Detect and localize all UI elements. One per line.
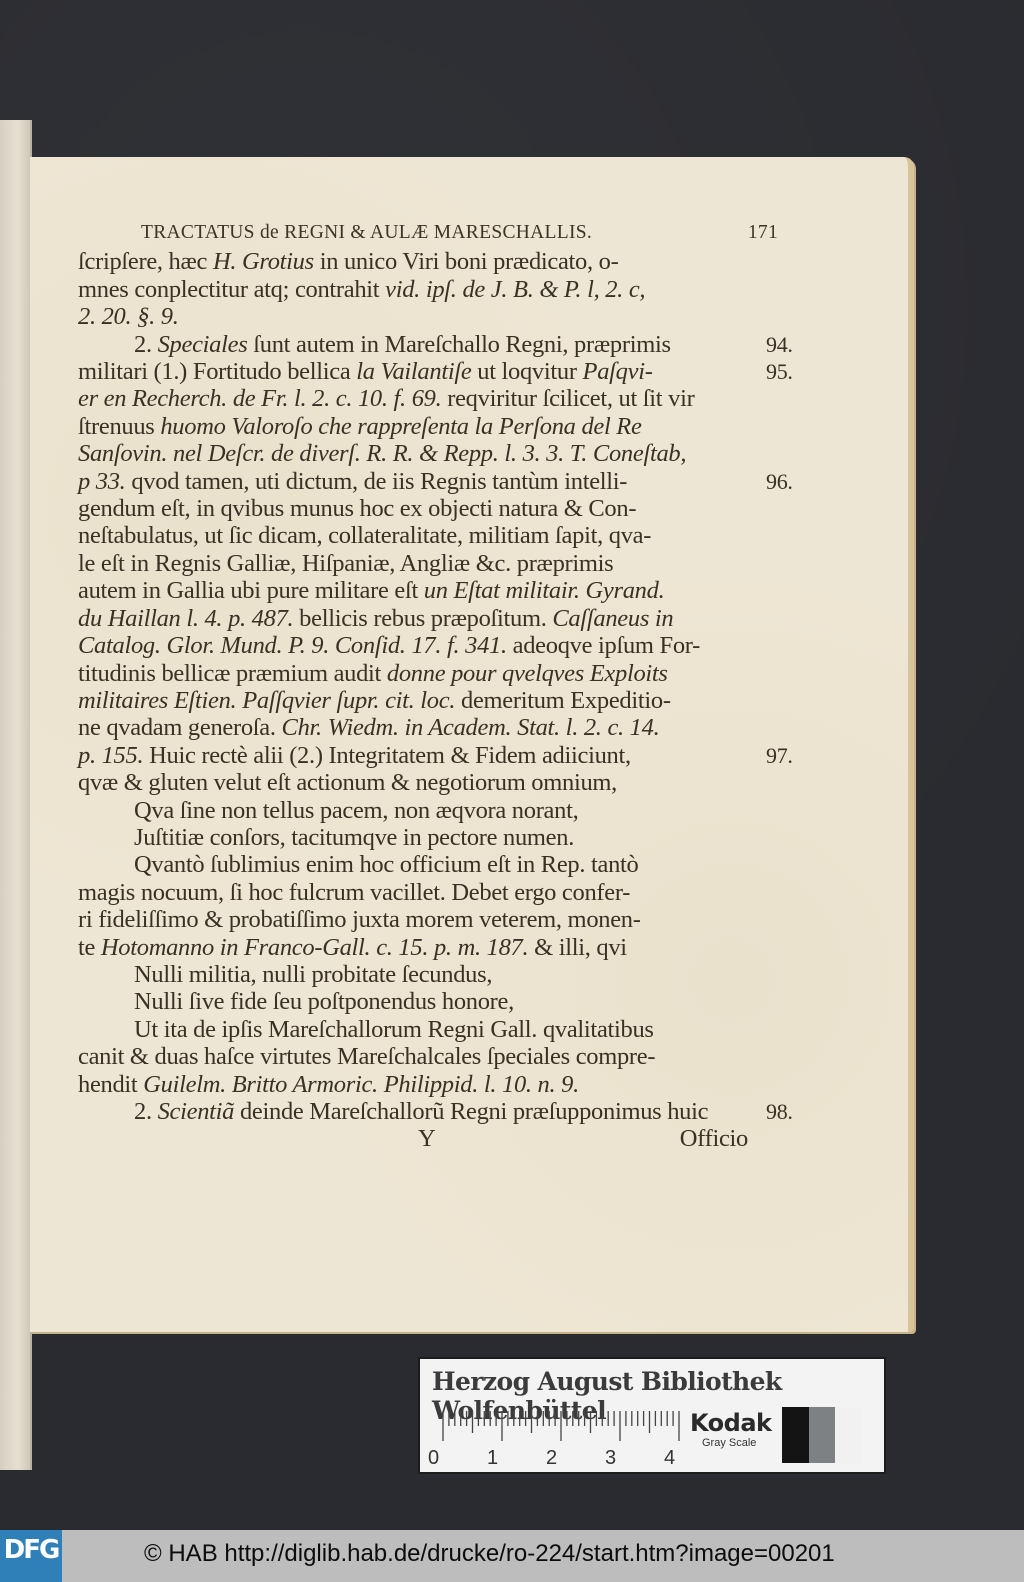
text-line <box>78 906 778 933</box>
page-number: 171 <box>747 222 778 243</box>
citation-italic: Scientiã <box>157 1098 235 1125</box>
text-run: neſtabulatus, ut ſic dicam, collateralitate, militiam ſapit, qva- <box>78 522 652 550</box>
text-run: Qvantò ſublimius enim hoc officium eſt in Rep. tantò <box>134 851 639 879</box>
text-run: Nulli ſive fide ſeu poſtponendus honore, <box>134 988 514 1016</box>
text-run: autem in Gallia ubi pure militare eſt <box>78 577 424 605</box>
text-run: ne qvadam generoſa. <box>78 714 282 742</box>
text-run: reqviritur ſcilicet, ut ſit vir <box>441 385 695 413</box>
page-text <box>78 219 793 1153</box>
text-lines <box>78 248 793 1125</box>
text-line <box>78 851 778 878</box>
text-line <box>78 1016 778 1043</box>
dfg-logo: DFG <box>0 1530 62 1582</box>
text-run: gendum eſt, in qvibus munus hoc ex objecti natura & Con- <box>78 495 637 523</box>
marginal-number: 94. <box>766 331 793 357</box>
citation-italic: Sanſovin. nel Deſcr. de diverſ. R. R. & Repp. l. 3. 3. T. Coneſtab, <box>78 440 687 468</box>
text-line <box>78 741 793 769</box>
gray-swatch <box>809 1407 836 1463</box>
citation-italic: er en Recherch. de Fr. l. 2. c. 10. f. 69. <box>78 385 442 413</box>
copyright-url[interactable]: © HAB http://diglib.hab.de/drucke/ro-224/start.htm?image=00201 <box>144 1540 835 1567</box>
color-reference-card <box>418 1357 886 1474</box>
text-line <box>78 550 778 577</box>
ruler-number: 3 <box>605 1447 617 1469</box>
ruler-number: 0 <box>428 1447 440 1469</box>
text-line <box>78 934 778 961</box>
text-run: qvæ & gluten velut eſt actionum & negotiorum omnium, <box>78 769 617 797</box>
text-line <box>78 495 778 522</box>
text-line <box>78 1071 778 1098</box>
text-run: 2. <box>134 1098 158 1125</box>
gray-swatch <box>835 1407 862 1463</box>
text-line <box>78 440 778 467</box>
ruler-icon <box>442 1411 682 1441</box>
marginal-number: 97. <box>766 742 793 768</box>
text-line <box>78 330 793 358</box>
citation-italic: donne pour qvelqves Exploits <box>386 659 668 687</box>
citation-italic: Speciales <box>157 330 248 358</box>
marginal-number: 96. <box>766 468 793 494</box>
ruler-number: 4 <box>664 1447 676 1469</box>
signature-mark: Y <box>418 1125 436 1153</box>
text-run: magis nocuum, ſi hoc fulcrum vacillet. Debet ergo confer- <box>78 878 631 906</box>
citation-italic: Caſſaneus in <box>552 604 674 632</box>
text-run: qvod tamen, uti dictum, de iis Regnis tantùm intelli- <box>125 467 628 495</box>
text-run: Huic rectè alii (2.) Integritatem & Fidem adiiciunt, <box>143 741 631 769</box>
text-run: te <box>78 933 101 961</box>
text-line <box>78 879 778 906</box>
text-line <box>78 1098 793 1125</box>
text-line <box>78 577 778 604</box>
text-run: hendit <box>78 1070 144 1098</box>
kodak-logo: Kodak <box>690 1409 772 1437</box>
text-line <box>78 961 778 988</box>
citation-italic: du Haillan l. 4. p. 487. <box>78 604 294 632</box>
text-line <box>78 797 778 824</box>
facing-page-edge <box>0 120 32 1470</box>
marginal-number: 98. <box>766 1099 793 1124</box>
text-run: le eſt in Regnis Galliæ, Hiſpaniæ, Angliæ &c. præprimis <box>78 549 614 577</box>
citation-italic: vid. ipſ. de J. B. & P. l, 2. c, <box>385 275 646 303</box>
library-name: Herzog August Bibliothek Wolfenbüttel <box>432 1367 782 1425</box>
text-line <box>78 824 778 851</box>
text-run: & illi, qvi <box>528 933 627 961</box>
citation-italic: H. Grotius <box>212 248 314 276</box>
text-line <box>78 467 793 495</box>
text-line <box>78 276 778 303</box>
citation-italic: la Vailantiſe <box>356 358 472 386</box>
text-line <box>78 605 778 632</box>
gray-scale-swatches <box>782 1407 862 1463</box>
text-run: adeoqve ipſum For- <box>506 632 700 660</box>
text-run: ſcripſere, hæc <box>78 248 213 276</box>
text-line <box>78 769 778 796</box>
citation-italic: Chr. Wiedm. in Academ. Stat. l. 2. c. 14. <box>281 714 660 742</box>
footer-bar <box>0 1530 1024 1582</box>
text-run: mnes conplectitur atq; contrahit <box>78 275 386 303</box>
text-run: ri fideliſſimo & probatiſſimo juxta morem veterem, monen- <box>78 906 641 934</box>
text-line <box>78 303 778 330</box>
running-head-title: TRACTATUS de REGNI & AULÆ MARESCHALLIS. <box>141 222 593 243</box>
text-line <box>78 358 793 386</box>
citation-italic: huomo Valoroſo che rappreſenta la Perſona del Re <box>160 412 642 440</box>
text-run: 2. <box>134 330 158 358</box>
citation-italic: 2. 20. §. 9. <box>78 303 179 331</box>
text-line <box>78 385 778 412</box>
text-run: Nulli militia, nulli probitate ſecundus, <box>134 960 493 988</box>
text-run: ſunt autem in Mareſchallo Regni, præprimis <box>247 330 671 358</box>
text-line <box>78 522 778 549</box>
page-footer-line <box>78 1125 778 1152</box>
text-run: Juſtitiæ conſors, tacitumqve in pectore numen. <box>134 823 575 851</box>
text-run: Ut ita de ipſis Mareſchallorum Regni Gall. qvalitatibus <box>134 1015 654 1043</box>
text-line <box>78 714 778 741</box>
text-line <box>78 632 778 659</box>
book-page <box>30 157 914 1332</box>
gray-swatch <box>782 1407 809 1463</box>
citation-italic: Catalog. Glor. Mund. P. 9. Conſid. 17. f. 341. <box>78 632 507 660</box>
text-run: titudinis bellicæ præmium audit <box>78 659 387 687</box>
text-run: Qva ſine non tellus pacem, non æqvora norant, <box>134 796 579 824</box>
citation-italic: Guilelm. Britto Armoric. Philippid. l. 10. n. 9. <box>143 1070 579 1098</box>
ruler-number: 2 <box>546 1447 558 1469</box>
text-run: canit & duas haſce virtutes Mareſchalcales ſpeciales compre- <box>78 1043 656 1071</box>
text-run: ſtrenuus <box>78 412 161 440</box>
text-run: militari (1.) Fortitudo bellica <box>78 358 357 386</box>
ruler-numbers <box>428 1447 688 1469</box>
text-run: deinde Mareſchallorũ Regni præſupponimus huic <box>234 1098 709 1125</box>
text-line <box>78 248 778 275</box>
text-line <box>78 413 778 440</box>
text-run: demeritum Expeditio- <box>455 686 671 714</box>
text-line <box>78 687 778 714</box>
text-run: bellicis rebus præpoſitum. <box>293 604 553 632</box>
text-line <box>78 988 778 1015</box>
running-head <box>78 219 778 246</box>
text-line <box>78 660 778 687</box>
kodak-subtitle: Gray Scale <box>702 1437 757 1449</box>
citation-italic: un Eſtat militair. Gyrand. <box>423 577 665 605</box>
marginal-number: 95. <box>766 359 793 385</box>
catchword: Officio <box>679 1125 748 1153</box>
citation-italic: p. 155. <box>78 741 144 769</box>
citation-italic: p 33. <box>78 467 126 495</box>
text-run: in unico Viri boni prædicato, o- <box>313 248 619 276</box>
citation-italic: militaires Eſtien. Paſſqvier ſupr. cit. loc. <box>78 686 456 714</box>
citation-italic: Paſqvi- <box>582 358 653 386</box>
text-run: ut loqvitur <box>471 358 583 386</box>
citation-italic: Hotomanno in Franco-Gall. c. 15. p. m. 187. <box>100 933 529 961</box>
ruler-number: 1 <box>487 1447 499 1469</box>
text-line <box>78 1043 778 1070</box>
